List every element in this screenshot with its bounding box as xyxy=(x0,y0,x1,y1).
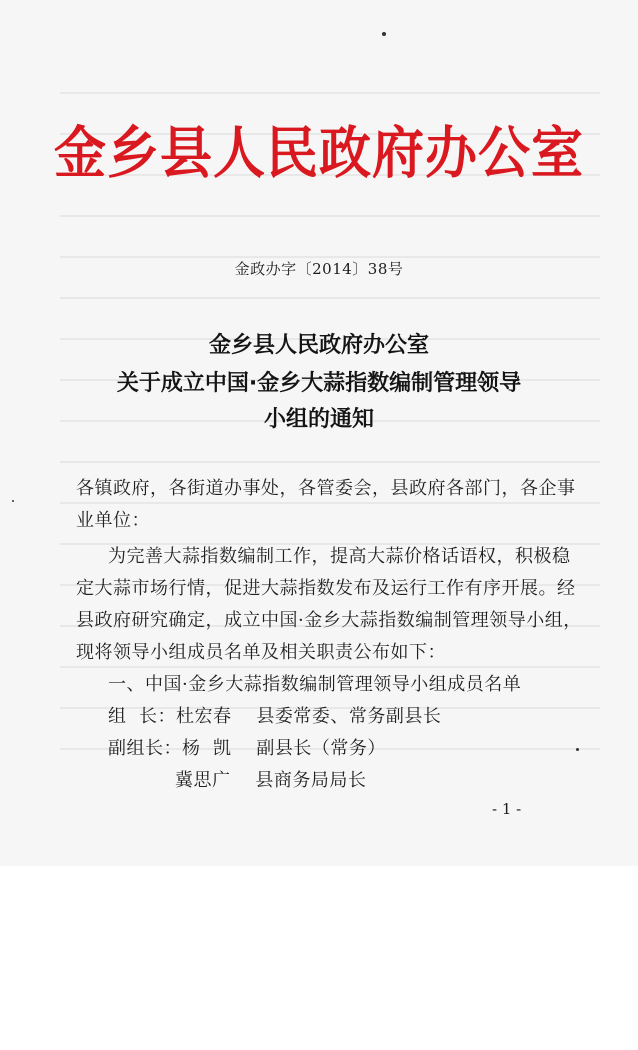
scan-speck xyxy=(382,32,386,36)
notice-title-line-2: 关于成立中国·金乡大蒜指数编制管理领导 xyxy=(116,371,522,396)
deputy-leader-entry-2: 冀思广 县商务局局长 xyxy=(175,770,367,791)
deputy-leader-entry-1: 副组长：杨 凯 副县长（常务） xyxy=(108,738,386,759)
leader-entry: 组 长：杜宏春 县委常委、常务副县长 xyxy=(108,706,442,727)
page-number: - 1 - xyxy=(492,800,522,818)
recipients-line-1: 各镇政府，各街道办事处，各管委会，县政府各部门，各企事 xyxy=(76,478,576,499)
section-1-heading: 一、中国·金乡大蒜指数编制管理领导小组成员名单 xyxy=(108,674,522,695)
notice-title-line-3: 小组的通知 xyxy=(263,407,374,432)
paragraph-1-line-3: 县政府研究确定，成立中国·金乡大蒜指数编制管理领导小组， xyxy=(76,610,582,631)
document-number: 金政办字〔2014〕38号 xyxy=(234,260,404,278)
recipients-line-2: 业单位： xyxy=(76,510,150,531)
paragraph-1-line-4: 现将领导小组成员名单及相关职责公布如下： xyxy=(76,642,446,663)
paragraph-1-line-2: 定大蒜市场行情，促进大蒜指数发布及运行工作有序开展。经 xyxy=(76,578,576,599)
notice-title-line-1: 金乡县人民政府办公室 xyxy=(208,333,429,358)
scan-speck xyxy=(12,500,14,502)
paragraph-1-line-1: 为完善大蒜指数编制工作，提高大蒜价格话语权，积极稳 xyxy=(108,546,571,567)
scan-speck xyxy=(576,748,579,751)
office-masthead: 金乡县人民政府办公室 xyxy=(53,121,584,187)
